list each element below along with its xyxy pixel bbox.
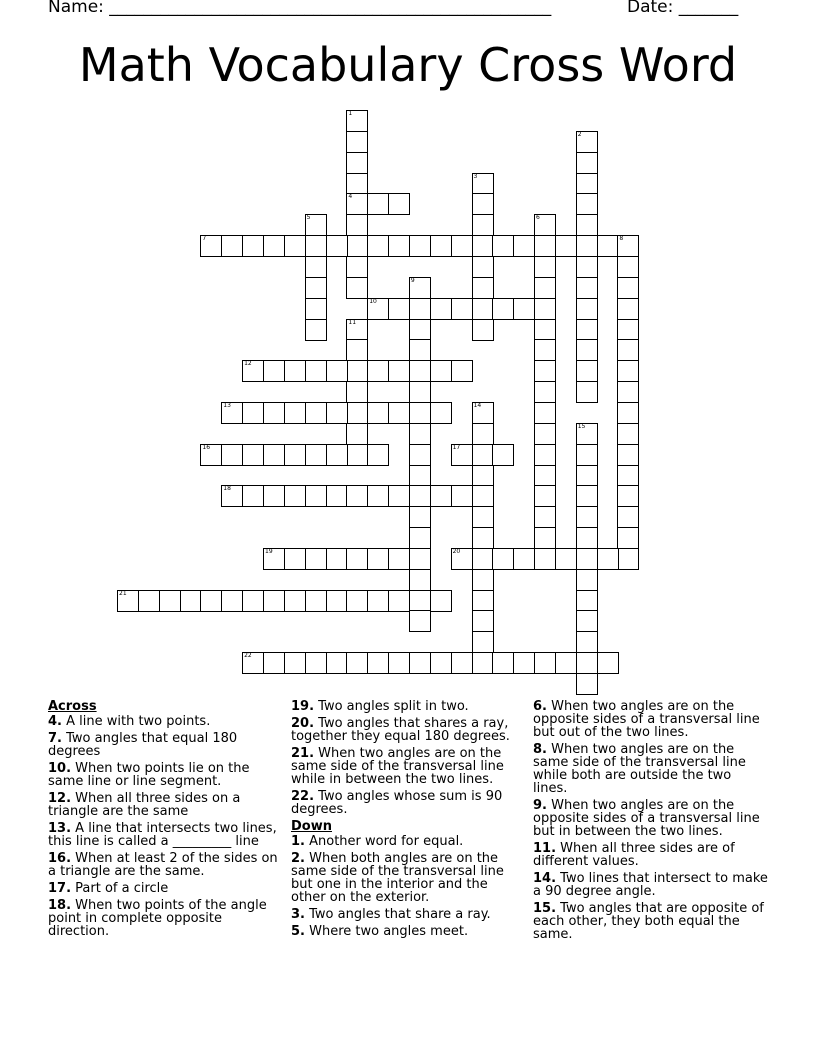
grid-cell[interactable] (534, 235, 556, 257)
grid-cell[interactable] (534, 256, 556, 278)
clues-column-3 (533, 700, 768, 945)
grid-cell[interactable] (138, 590, 160, 612)
grid-cell[interactable] (576, 235, 598, 257)
grid-cell[interactable] (576, 193, 598, 215)
grid-cell[interactable] (617, 256, 639, 278)
clue-item-number: 1. (291, 834, 305, 849)
grid-cell[interactable] (263, 590, 285, 612)
grid-cell[interactable] (597, 652, 619, 674)
grid-cell[interactable] (346, 193, 368, 215)
clue-number: 12 (244, 360, 252, 368)
grid-cell[interactable] (534, 277, 556, 299)
clue-item-number: 9. (533, 798, 547, 813)
grid-cell[interactable] (430, 402, 452, 424)
clue-item: 11. When all three sides are of different values. (533, 841, 735, 869)
grid-cell[interactable] (242, 652, 264, 674)
clue-item: 15. Two angles that are opposite of each other, they both equal the same. (533, 901, 764, 942)
grid-cell[interactable] (472, 485, 494, 507)
grid-cell[interactable] (597, 548, 619, 570)
grid-cell[interactable] (576, 214, 598, 236)
grid-cell[interactable] (430, 652, 452, 674)
grid-cell[interactable] (576, 381, 598, 403)
grid-cell[interactable] (576, 590, 598, 612)
grid-cell[interactable] (617, 527, 639, 549)
clue-item-number: 15. (533, 901, 557, 916)
grid-cell[interactable] (617, 339, 639, 361)
grid-cell[interactable] (346, 444, 368, 466)
clue-item-number: 7. (48, 731, 62, 746)
grid-cell[interactable] (305, 298, 327, 320)
grid-cell[interactable] (346, 173, 368, 195)
grid-cell[interactable] (346, 590, 368, 612)
grid-cell[interactable] (513, 235, 535, 257)
grid-cell[interactable] (492, 548, 514, 570)
grid-cell[interactable] (180, 590, 202, 612)
grid-cell[interactable] (617, 298, 639, 320)
grid-cell[interactable] (472, 631, 494, 653)
date-field-label: Date: _______ (627, 0, 739, 17)
grid-cell[interactable] (451, 298, 473, 320)
grid-cell[interactable] (534, 444, 556, 466)
grid-cell[interactable] (451, 444, 473, 466)
grid-cell[interactable] (284, 485, 306, 507)
grid-cell[interactable] (513, 298, 535, 320)
grid-cell[interactable] (367, 193, 389, 215)
grid-cell[interactable] (472, 235, 494, 257)
grid-cell[interactable] (534, 319, 556, 341)
grid-cell[interactable] (346, 548, 368, 570)
grid-cell[interactable] (326, 485, 348, 507)
clue-number: 11 (348, 318, 357, 326)
grid-cell[interactable] (534, 298, 556, 320)
grid-cell[interactable] (576, 360, 598, 382)
grid-cell[interactable] (451, 485, 473, 507)
grid-cell[interactable] (576, 569, 598, 591)
clue-item: 5. Where two angles meet. (291, 924, 469, 939)
grid-cell[interactable] (617, 277, 639, 299)
grid-cell[interactable] (284, 590, 306, 612)
grid-cell[interactable] (472, 277, 494, 299)
grid-cell[interactable] (555, 235, 577, 257)
clue-item-number: 11. (533, 841, 557, 856)
clue-item: 8. When two angles are on the same side of the transversal line while both are outside the two lines. (533, 742, 746, 796)
grid-cell[interactable] (492, 235, 514, 257)
grid-cell[interactable] (534, 381, 556, 403)
grid-cell[interactable] (576, 444, 598, 466)
clue-item: 6. When two angles are on the opposite sides of a transversal line but out of the two lines. (533, 699, 760, 740)
grid-cell[interactable] (346, 319, 368, 341)
clue-item: 13. A line that intersects two lines, this line is called a _________ line (48, 821, 277, 849)
grid-cell[interactable] (513, 652, 535, 674)
grid-cell[interactable] (326, 360, 348, 382)
clue-number: 4 (348, 193, 353, 201)
clue-item: 3. Two angles that share a ray. (291, 907, 491, 922)
grid-cell[interactable] (409, 485, 431, 507)
grid-cell[interactable] (409, 402, 431, 424)
grid-cell[interactable] (221, 402, 243, 424)
clue-item-number: 5. (291, 924, 305, 939)
clue-item: 14. Two lines that intersect to make a 90 degree angle. (533, 871, 768, 899)
grid-cell[interactable] (159, 590, 181, 612)
grid-cell[interactable] (263, 652, 285, 674)
grid-cell[interactable] (388, 485, 410, 507)
grid-cell[interactable] (534, 214, 556, 236)
grid-cell[interactable] (576, 152, 598, 174)
grid-cell[interactable] (409, 298, 431, 320)
grid-cell[interactable] (513, 548, 535, 570)
grid-cell[interactable] (221, 444, 243, 466)
clue-item-number: 10. (48, 761, 72, 776)
grid-cell[interactable] (472, 256, 494, 278)
grid-cell[interactable] (326, 444, 348, 466)
grid-cell[interactable] (388, 402, 410, 424)
grid-cell[interactable] (472, 298, 494, 320)
grid-cell[interactable] (492, 298, 514, 320)
page-title: Math Vocabulary Cross Word (78, 38, 738, 92)
grid-cell[interactable] (409, 610, 431, 632)
grid-cell[interactable] (409, 381, 431, 403)
clue-item-number: 18. (48, 898, 72, 913)
grid-cell[interactable] (242, 590, 264, 612)
grid-cell[interactable] (221, 235, 243, 257)
grid-cell[interactable] (242, 360, 264, 382)
grid-cell[interactable] (367, 235, 389, 257)
grid-cell[interactable] (555, 548, 577, 570)
grid-cell[interactable] (409, 548, 431, 570)
clue-number: 9 (410, 276, 415, 284)
grid-cell[interactable] (576, 548, 598, 570)
grid-cell[interactable] (409, 465, 431, 487)
grid-cell[interactable] (451, 548, 473, 570)
clue-item-number: 16. (48, 851, 72, 866)
grid-cell[interactable] (346, 110, 368, 132)
clue-item-number: 8. (533, 742, 547, 757)
grid-cell[interactable] (472, 173, 494, 195)
grid-cell[interactable] (617, 402, 639, 424)
clue-item-number: 3. (291, 907, 305, 922)
clue-item: 22. Two angles whose sum is 90 degrees. (291, 789, 503, 817)
grid-cell[interactable] (409, 319, 431, 341)
clue-item: 1. Another word for equal. (291, 834, 464, 849)
grid-cell[interactable] (263, 548, 285, 570)
grid-cell[interactable] (576, 131, 598, 153)
grid-cell[interactable] (305, 360, 327, 382)
grid-cell[interactable] (242, 485, 264, 507)
grid-cell[interactable] (284, 402, 306, 424)
grid-cell[interactable] (346, 485, 368, 507)
grid-cell[interactable] (326, 548, 348, 570)
clue-item-number: 20. (291, 716, 315, 731)
clues-column-2 (291, 700, 523, 942)
clue-number: 7 (202, 235, 207, 243)
grid-cell[interactable] (451, 235, 473, 257)
grid-cell[interactable] (617, 548, 639, 570)
grid-cell[interactable] (200, 590, 222, 612)
grid-cell[interactable] (430, 485, 452, 507)
grid-cell[interactable] (617, 444, 639, 466)
clue-item: 16. When at least 2 of the sides on a triangle are the same. (48, 851, 278, 879)
grid-cell[interactable] (305, 485, 327, 507)
grid-cell[interactable] (534, 485, 556, 507)
clue-number: 2 (577, 130, 582, 138)
grid-cell[interactable] (305, 319, 327, 341)
grid-cell[interactable] (263, 444, 285, 466)
grid-cell[interactable] (472, 465, 494, 487)
grid-cell[interactable] (388, 298, 410, 320)
grid-cell[interactable] (472, 402, 494, 424)
grid-cell[interactable] (472, 610, 494, 632)
grid-cell[interactable] (534, 548, 556, 570)
grid-cell[interactable] (346, 423, 368, 445)
grid-cell[interactable] (346, 381, 368, 403)
clue-number: 22 (244, 652, 252, 660)
clue-item-number: 22. (291, 789, 315, 804)
clue-item: 10. When two points lie on the same line or line segment. (48, 761, 250, 789)
clue-number: 15 (577, 422, 586, 430)
grid-cell[interactable] (305, 402, 327, 424)
grid-cell[interactable] (472, 548, 494, 570)
clue-item: 19. Two angles split in two. (291, 699, 469, 714)
clue-item-number: 19. (291, 699, 315, 714)
grid-cell[interactable] (472, 569, 494, 591)
grid-cell[interactable] (576, 423, 598, 445)
grid-cell[interactable] (305, 548, 327, 570)
clue-number: 14 (473, 401, 482, 409)
grid-cell[interactable] (451, 360, 473, 382)
grid-cell[interactable] (409, 360, 431, 382)
grid-cell[interactable] (305, 277, 327, 299)
grid-cell[interactable] (409, 339, 431, 361)
grid-cell[interactable] (576, 652, 598, 674)
grid-cell[interactable] (263, 235, 285, 257)
grid-cell[interactable] (367, 360, 389, 382)
grid-cell[interactable] (388, 590, 410, 612)
grid-cell[interactable] (617, 423, 639, 445)
grid-cell[interactable] (472, 590, 494, 612)
grid-cell[interactable] (409, 527, 431, 549)
grid-cell[interactable] (617, 360, 639, 382)
grid-cell[interactable] (367, 485, 389, 507)
clue-number: 3 (473, 172, 478, 180)
grid-cell[interactable] (305, 652, 327, 674)
grid-cell[interactable] (346, 360, 368, 382)
clue-number: 13 (223, 401, 231, 409)
clue-number: 19 (265, 547, 273, 555)
grid-cell[interactable] (576, 256, 598, 278)
grid-cell[interactable] (346, 339, 368, 361)
grid-cell[interactable] (576, 485, 598, 507)
grid-cell[interactable] (472, 423, 494, 445)
grid-cell[interactable] (200, 235, 222, 257)
grid-cell[interactable] (534, 465, 556, 487)
grid-cell[interactable] (326, 402, 348, 424)
grid-cell[interactable] (451, 652, 473, 674)
grid-cell[interactable] (576, 277, 598, 299)
down-heading: Down (291, 819, 332, 834)
grid-cell[interactable] (576, 173, 598, 195)
grid-cell[interactable] (409, 235, 431, 257)
grid-cell[interactable] (242, 444, 264, 466)
grid-cell[interactable] (326, 235, 348, 257)
grid-cell[interactable] (576, 527, 598, 549)
grid-cell[interactable] (263, 485, 285, 507)
grid-cell[interactable] (263, 402, 285, 424)
clue-item-number: 6. (533, 699, 547, 714)
grid-cell[interactable] (367, 652, 389, 674)
clue-number: 8 (619, 235, 624, 243)
grid-cell[interactable] (555, 652, 577, 674)
grid-cell[interactable] (617, 319, 639, 341)
grid-cell[interactable] (534, 652, 556, 674)
grid-cell[interactable] (346, 214, 368, 236)
grid-cell[interactable] (617, 485, 639, 507)
grid-cell[interactable] (367, 298, 389, 320)
grid-cell[interactable] (284, 548, 306, 570)
grid-cell[interactable] (472, 652, 494, 674)
clue-number: 18 (223, 485, 231, 493)
clue-item-number: 14. (533, 871, 557, 886)
grid-cell[interactable] (388, 235, 410, 257)
clue-item-number: 12. (48, 791, 72, 806)
grid-cell[interactable] (409, 423, 431, 445)
clue-number: 21 (119, 589, 127, 597)
grid-cell[interactable] (576, 465, 598, 487)
grid-cell[interactable] (430, 298, 452, 320)
grid-cell[interactable] (472, 193, 494, 215)
grid-cell[interactable] (617, 235, 639, 257)
grid-cell[interactable] (576, 319, 598, 341)
grid-cell[interactable] (346, 256, 368, 278)
grid-cell[interactable] (617, 381, 639, 403)
clue-item-number: 2. (291, 851, 305, 866)
grid-cell[interactable] (367, 590, 389, 612)
name-field-label: Name: ____________________________________________________ (48, 0, 552, 17)
grid-cell[interactable] (346, 235, 368, 257)
grid-cell[interactable] (284, 235, 306, 257)
grid-cell[interactable] (284, 652, 306, 674)
grid-cell[interactable] (534, 423, 556, 445)
grid-cell[interactable] (472, 444, 494, 466)
grid-cell[interactable] (472, 506, 494, 528)
grid-cell[interactable] (388, 548, 410, 570)
grid-cell[interactable] (576, 339, 598, 361)
grid-cell[interactable] (617, 465, 639, 487)
clue-item: 9. When two angles are on the opposite sides of a transversal line but in between the two lines. (533, 798, 760, 839)
clue-item: 12. When all three sides on a triangle are the same (48, 791, 241, 819)
grid-cell[interactable] (617, 506, 639, 528)
grid-cell[interactable] (534, 527, 556, 549)
grid-cell[interactable] (346, 277, 368, 299)
grid-cell[interactable] (263, 360, 285, 382)
grid-cell[interactable] (409, 444, 431, 466)
grid-cell[interactable] (409, 569, 431, 591)
grid-cell[interactable] (117, 590, 139, 612)
grid-cell[interactable] (534, 360, 556, 382)
grid-cell[interactable] (534, 339, 556, 361)
grid-cell[interactable] (346, 402, 368, 424)
grid-cell[interactable] (221, 590, 243, 612)
clue-item-number: 21. (291, 746, 315, 761)
grid-cell[interactable] (388, 360, 410, 382)
grid-cell[interactable] (305, 590, 327, 612)
grid-cell[interactable] (305, 235, 327, 257)
grid-cell[interactable] (409, 277, 431, 299)
clue-number: 6 (536, 214, 540, 222)
grid-cell[interactable] (492, 444, 514, 466)
grid-cell[interactable] (242, 402, 264, 424)
grid-cell[interactable] (472, 527, 494, 549)
grid-cell[interactable] (430, 235, 452, 257)
grid-cell[interactable] (409, 506, 431, 528)
clue-item: 7. Two angles that equal 180 degrees (48, 731, 238, 759)
grid-cell[interactable] (388, 193, 410, 215)
clue-item: 4. A line with two points. (48, 714, 211, 729)
grid-cell[interactable] (576, 298, 598, 320)
grid-cell[interactable] (200, 444, 222, 466)
across-heading: Across (48, 699, 97, 714)
grid-cell[interactable] (472, 319, 494, 341)
grid-cell[interactable] (367, 444, 389, 466)
grid-cell[interactable] (346, 152, 368, 174)
grid-cell[interactable] (242, 235, 264, 257)
clue-number: 1 (348, 110, 353, 117)
clues-column-1 (48, 700, 280, 942)
grid-cell[interactable] (576, 673, 598, 695)
grid-cell[interactable] (305, 444, 327, 466)
grid-cell[interactable] (305, 214, 327, 236)
grid-cell[interactable] (326, 590, 348, 612)
grid-cell[interactable] (326, 652, 348, 674)
grid-cell[interactable] (367, 402, 389, 424)
grid-cell[interactable] (597, 235, 619, 257)
grid-cell[interactable] (305, 256, 327, 278)
grid-cell[interactable] (409, 652, 431, 674)
clue-item: 21. When two angles are on the same side of the transversal line while in between the two lines. (291, 746, 504, 787)
grid-cell[interactable] (367, 548, 389, 570)
grid-cell[interactable] (534, 402, 556, 424)
grid-cell[interactable] (576, 506, 598, 528)
clue-item: 2. When both angles are on the same side of the transversal line but one in the interior and the other on the exterior. (291, 851, 504, 905)
grid-cell[interactable] (284, 444, 306, 466)
clue-number: 17 (452, 443, 461, 451)
grid-cell[interactable] (576, 610, 598, 632)
grid-cell[interactable] (221, 485, 243, 507)
grid-cell[interactable] (346, 652, 368, 674)
grid-cell[interactable] (576, 631, 598, 653)
clue-item: 20. Two angles that shares a ray, together they equal 180 degrees. (291, 716, 510, 744)
clue-number: 5 (306, 214, 311, 222)
clue-item: 18. When two points of the angle point in complete opposite direction. (48, 898, 267, 939)
clue-item-number: 13. (48, 821, 72, 836)
grid-cell[interactable] (430, 590, 452, 612)
grid-cell[interactable] (472, 214, 494, 236)
grid-cell[interactable] (346, 131, 368, 153)
grid-cell[interactable] (534, 506, 556, 528)
clue-item-number: 17. (48, 881, 72, 896)
clue-number: 10 (369, 297, 377, 305)
clue-item-number: 4. (48, 714, 62, 729)
clue-number: 16 (202, 443, 211, 451)
grid-cell[interactable] (492, 652, 514, 674)
grid-cell[interactable] (388, 652, 410, 674)
grid-cell[interactable] (409, 590, 431, 612)
clue-item: 17. Part of a circle (48, 881, 169, 896)
grid-cell[interactable] (284, 360, 306, 382)
clue-number: 20 (452, 547, 461, 555)
grid-cell[interactable] (430, 360, 452, 382)
